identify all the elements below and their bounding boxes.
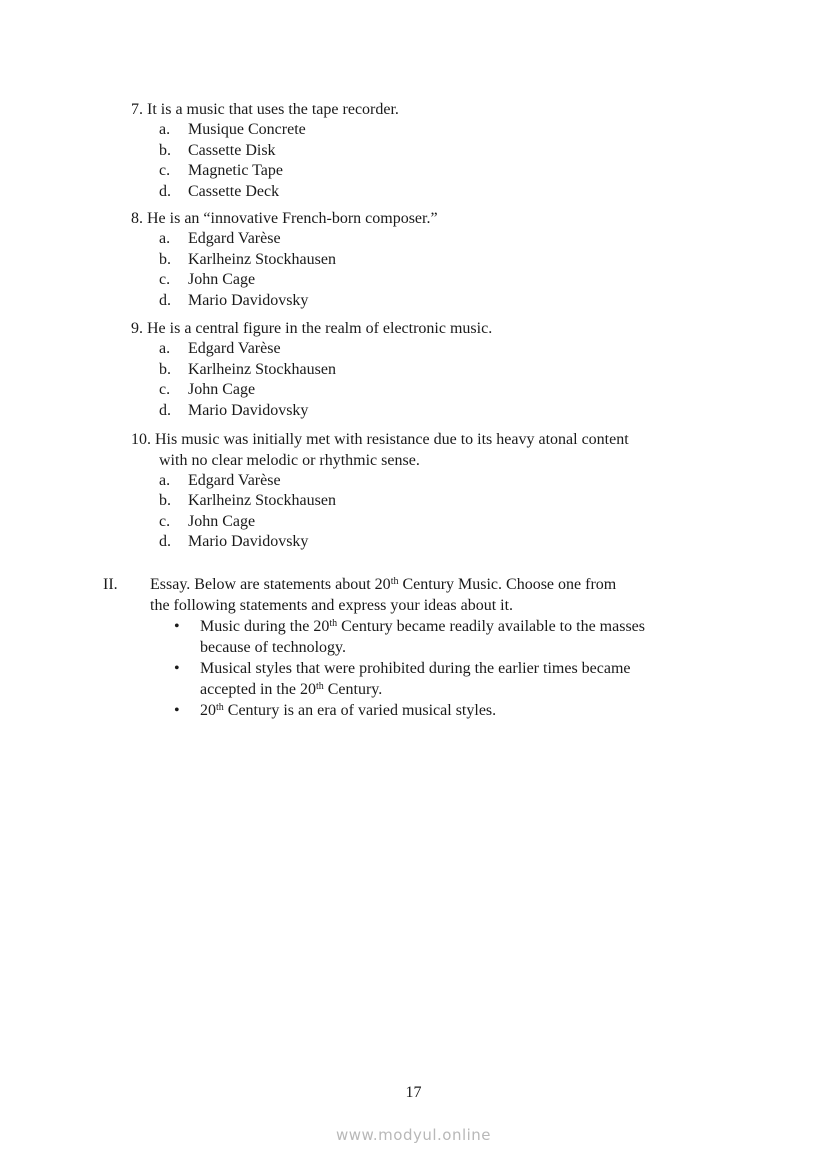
option-text: Mario Davidovsky (188, 291, 309, 309)
option-text: Magnetic Tape (188, 162, 283, 180)
text: Century became readily available to the masses (337, 618, 645, 635)
question-text: 9. He is a central figure in the realm of electronic music. (131, 320, 493, 337)
bullet-icon: • (174, 660, 180, 677)
superscript: th (329, 618, 338, 629)
option-text: Edgard Varèse (188, 230, 281, 248)
option-letter: c. (159, 512, 171, 530)
option-letter: d. (159, 182, 171, 200)
option-text: John Cage (188, 512, 256, 530)
bullet-text-line (200, 617, 645, 637)
text: Music during the 20 (200, 618, 330, 635)
option-text: Cassette Disk (188, 141, 276, 159)
option-letter: b. (159, 360, 171, 378)
option-letter: a. (159, 340, 171, 358)
essay-instruction-line (150, 575, 616, 595)
option-letter: c. (159, 381, 171, 399)
bullet-text-line (200, 638, 346, 658)
option-text: John Cage (188, 271, 256, 289)
page-number: 17 (405, 1084, 422, 1101)
option-letter: b. (159, 141, 171, 159)
option-letter: a. (159, 121, 171, 139)
bullet-text-line (200, 659, 631, 679)
option-text: Karlheinz Stockhausen (188, 360, 336, 378)
option-letter: b. (159, 492, 171, 510)
option-letter: d. (159, 401, 171, 419)
bullet-icon: • (174, 618, 180, 635)
text: 20 (200, 702, 216, 719)
option-letter: a. (159, 471, 171, 489)
bullet-icon: • (174, 702, 180, 719)
text: Essay. Below are statements about 20 (150, 576, 391, 593)
option-letter: c. (159, 271, 171, 289)
option-letter: d. (159, 291, 171, 309)
option-letter: c. (159, 162, 171, 180)
option-text: Mario Davidovsky (188, 401, 309, 419)
option-text: John Cage (188, 381, 256, 399)
superscript: th (390, 576, 399, 587)
superscript: th (315, 681, 324, 692)
text: because of technology. (200, 639, 347, 656)
question-text: 10. His music was initially met with resistance due to its heavy atonal content (131, 431, 629, 448)
question-text: 8. He is an “innovative French-born composer.” (131, 210, 438, 227)
text: accepted in the 20 (200, 681, 316, 698)
question-text: 7. It is a music that uses the tape recorder. (131, 101, 399, 118)
watermark: www.modyul.online (335, 1126, 492, 1144)
option-letter: b. (159, 250, 171, 268)
superscript: th (216, 702, 224, 713)
option-text: Edgard Varèse (188, 340, 281, 358)
text: Century. (323, 681, 383, 698)
option-text: Karlheinz Stockhausen (188, 250, 336, 268)
text: Century Music. Choose one from (398, 576, 617, 593)
option-letter: d. (159, 533, 171, 551)
bullet-text-line (200, 680, 382, 700)
option-text: Cassette Deck (188, 182, 280, 200)
option-text: Musique Concrete (188, 121, 306, 139)
option-text: Karlheinz Stockhausen (188, 492, 336, 510)
option-letter: a. (159, 230, 171, 248)
text: Century is an era of varied musical styles. (223, 702, 497, 719)
option-text: Edgard Varèse (188, 471, 281, 489)
section-number: II. (103, 576, 118, 593)
bullet-text-line (200, 701, 496, 721)
essay-instruction-line: the following statements and express your ideas about it. (150, 597, 514, 614)
option-text: Mario Davidovsky (188, 533, 309, 551)
question-text-continued: with no clear melodic or rhythmic sense. (159, 451, 420, 469)
text: Musical styles that were prohibited during the earlier times became (200, 660, 631, 677)
